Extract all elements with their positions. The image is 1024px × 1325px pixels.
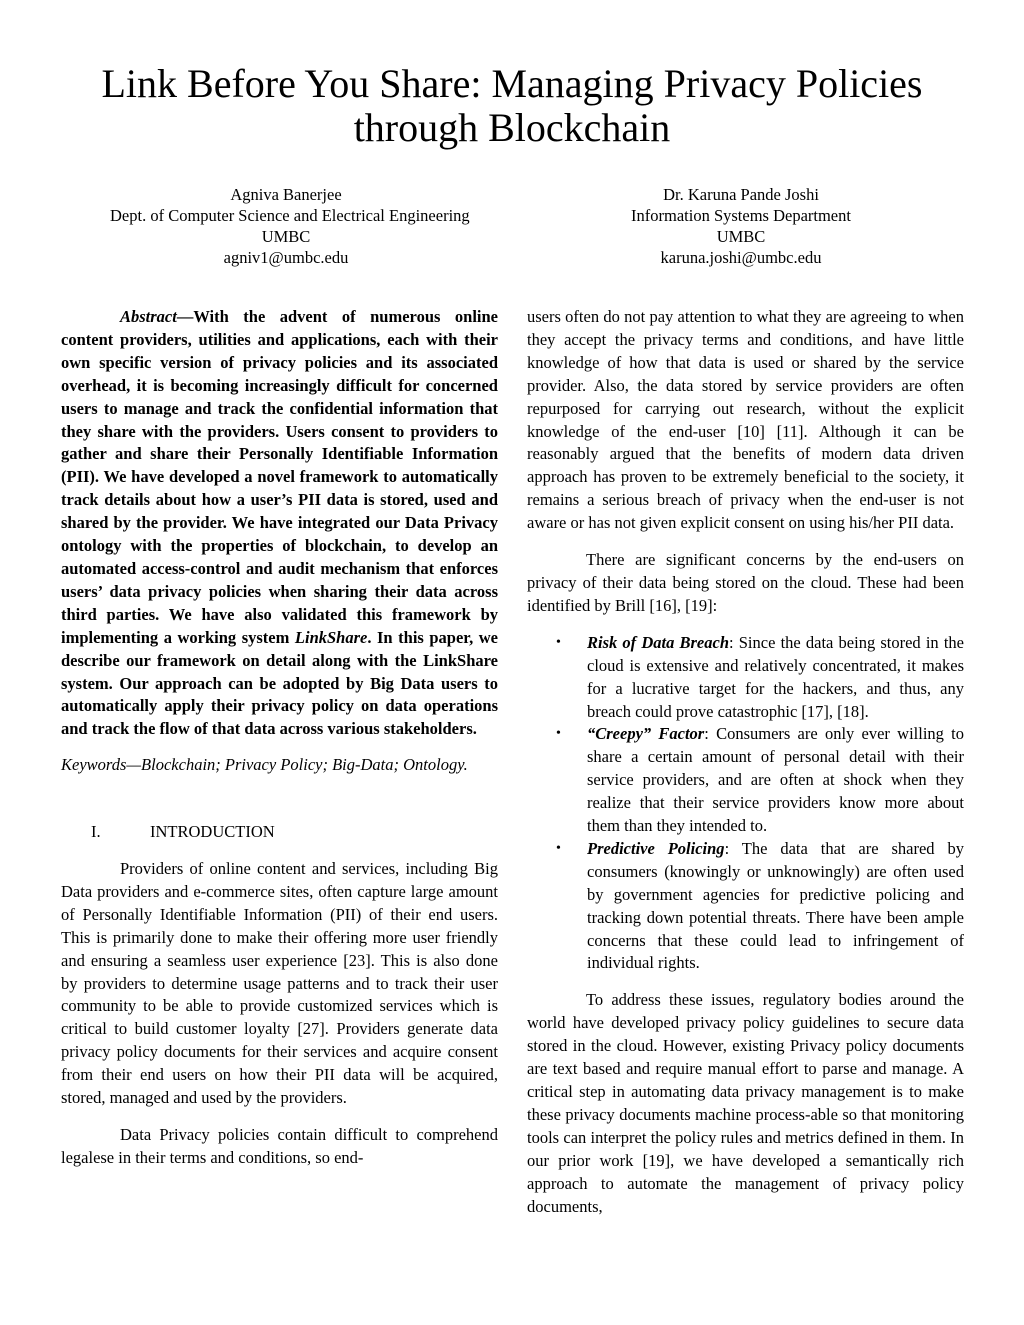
keywords: Keywords—Blockchain; Privacy Policy; Big-Data; Ontology.: [61, 755, 468, 775]
author-email: karuna.joshi@umbc.edu: [660, 248, 822, 267]
abstract-label: Abstract: [120, 307, 177, 326]
author-institution: UMBC: [716, 227, 766, 246]
abstract-system-name: LinkShare: [294, 627, 368, 647]
left-column: [61, 306, 498, 1170]
author-name: Dr. Karuna Pande Joshi: [663, 185, 819, 204]
section-heading-introduction: [61, 821, 498, 844]
bullet-icon: •: [556, 840, 561, 856]
list-item: [527, 838, 964, 975]
bullet-text: : Since the data being stored in the cloud is extensive and relatively concentrated, it makes for a lucrative target for the hackers, and thus, any breach could prove catastrophic [17], [18].: [587, 632, 964, 721]
abstract: [61, 306, 498, 741]
title-line-1: Link Before You Share: Managing Privacy Policies: [101, 61, 923, 106]
right-paragraph-3: To address these issues, regulatory bodies around the world have developed privacy policy guidelines to secure data stored in the cloud. However, existing Privacy policy documents are text based and require manual effort to parse and manage. A critical step in automating data privacy management is to make these privacy documents machine process-able so that monitoring tools can interpret the policy rules and metrics defined in them. In our prior work [19], we have developed a semantically rich approach to automate the management of privacy policy documents,: [527, 990, 964, 1216]
paper-title: [40, 62, 984, 150]
bullet-text: : Consumers are only ever willing to share a certain amount of personal detail with their service providers, and are often at shock when they realize that their service providers know more about them than they intended to.: [587, 724, 964, 836]
bullet-text: : The data that are shared by consumers (knowingly or unknowingly) are often used by government agencies for predictive policing and tracking down potential threats. There have been ample concerns that these could lead to infringement of individual rights.: [587, 838, 964, 973]
right-paragraph-2: There are significant concerns by the end-users on privacy of their data being stored on the cloud. These had been identified by Brill [16], [19]:: [527, 550, 964, 615]
list-item: [527, 723, 964, 838]
bullet-term: Risk of Data Breach: [587, 632, 729, 652]
right-column: [527, 306, 964, 1218]
concerns-list: [527, 632, 964, 976]
author-department: Dept. of Computer Science and Electrical Engineering: [110, 206, 470, 225]
author-name: Agniva Banerjee: [230, 185, 342, 204]
bullet-term: Predictive Policing: [587, 838, 725, 858]
title-line-2: through Blockchain: [353, 105, 671, 150]
author-block-1: [110, 184, 470, 268]
bullet-icon: •: [556, 726, 561, 742]
author-institution: UMBC: [261, 227, 311, 246]
section-number: I.: [91, 822, 101, 842]
list-item: [527, 632, 964, 724]
bullet-term: “Creepy” Factor: [587, 724, 705, 744]
right-paragraph-1: users often do not pay attention to what they are agreeing to when they accept the privacy terms and conditions, and have little knowledge of how that data is used or shared by the service provider. Also, the data stored by service providers are often repurposed for carrying out research, without the explicit knowledge of the end-user [10] [11]. Although it can be reasonably argued that the benefits of modern data driven approach has proven to be extremely beneficial to the society, it remains a serious breach of privacy when the end-user is not aware or has not given explicit consent on using his/her PII data.: [527, 307, 964, 533]
intro-paragraph-2: Data Privacy policies contain difficult to comprehend legalese in their terms and conditions, so end-: [61, 1125, 498, 1167]
abstract-text-part1: With the advent of numerous online content providers, utilities and applications, each with their own specific version of privacy policies and its associated overhead, it is becoming increasingly difficult for concerned users to manage and track the confidential information that they share with the providers. Users consent to providers to gather and share their Personally Identifiable Information (PII). We have developed a novel framework to automatically track details about how a user’s PII data is stored, used and shared by the provider. We have integrated our Data Privacy ontology with the properties of blockchain, to develop an automated access-control and audit mechanism that enforces users’ data privacy policies when sharing their data across third parties. We have also validated this framework by implementing a working system: [61, 307, 498, 647]
intro-paragraph-1: Providers of online content and services, including Big Data providers and e-commerce sites, often capture large amount of Personally Identifiable Information (PII) of their end users. This is primarily done to make their offering more user friendly and ensuring a seamless user experience [23]. This is also done by providers to determine usage patterns and to track their user community to be able to provide customized services which is critical to build customer loyalty [27]. Providers generate data privacy policy documents for their services and acquire consent from their end users on how their PII data will be acquired, stored, managed and used by the providers.: [61, 859, 498, 1108]
abstract-text-part2: . In this paper, we describe our framework on detail along with the LinkShare system. Our approach can be adopted by Big Data users to automatically apply their privacy policy on data operations and track the flow of that data across various stakeholders.: [61, 627, 498, 739]
abstract-dash: —: [176, 307, 194, 326]
section-title: INTRODUCTION: [150, 822, 275, 842]
bullet-icon: •: [556, 634, 561, 650]
author-block-2: [560, 184, 922, 268]
author-department: Information Systems Department: [631, 206, 851, 225]
author-email: agniv1@umbc.edu: [223, 248, 349, 267]
